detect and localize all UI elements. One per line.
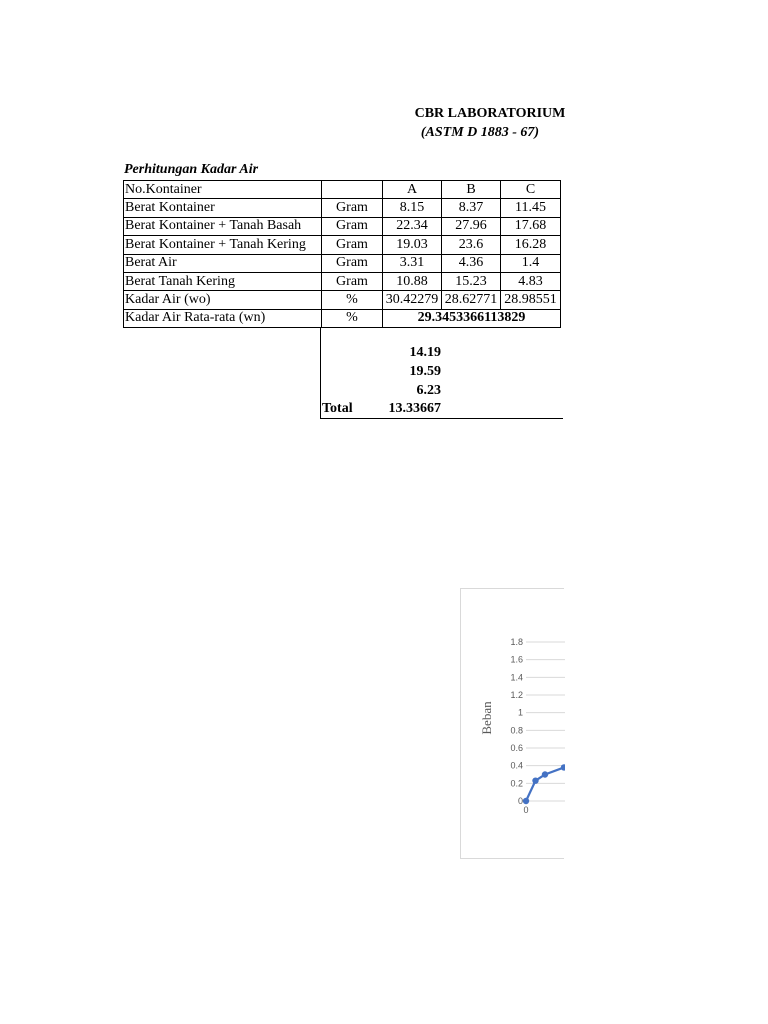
cell-a: 22.34 [383, 217, 442, 235]
total-value: 13.33667 [388, 401, 441, 416]
y-tick-label: 0.2 [510, 778, 523, 789]
row-unit: Gram [322, 236, 383, 254]
cell-c: 4.83 [501, 272, 561, 290]
row-label: Berat Kontainer + Tanah Kering [124, 236, 322, 254]
lower-cell-block [320, 328, 563, 419]
chart-svg [461, 589, 565, 860]
extra-value: 19.59 [409, 364, 441, 379]
cell-b: B [442, 181, 501, 199]
cell-a: 3.31 [383, 254, 442, 272]
data-point [523, 798, 529, 804]
row-label: Berat Air [124, 254, 322, 272]
table-row [124, 181, 561, 199]
y-tick-label: 1.2 [510, 690, 523, 700]
y-tick-label: 1 [517, 707, 523, 718]
row-unit: Gram [322, 254, 383, 272]
cell-c: 17.68 [501, 217, 561, 235]
row-label: No.Kontainer [124, 181, 322, 199]
table-row [124, 217, 561, 235]
y-tick-label: 0.6 [510, 743, 523, 753]
row-label: Kadar Air Rata-rata (wn) [124, 309, 322, 327]
table-row [124, 254, 561, 272]
data-point [542, 771, 548, 777]
table-row [124, 272, 561, 290]
extra-value: 6.23 [416, 383, 441, 398]
row-unit: Gram [322, 199, 383, 217]
cell-c: 11.45 [501, 199, 561, 217]
cell-a: 30.42279 [383, 291, 442, 309]
row-unit: Gram [322, 217, 383, 235]
total-label: Total [322, 401, 353, 416]
cell-c: 16.28 [501, 236, 561, 254]
row-unit [322, 181, 383, 199]
cell-b: 28.62771 [442, 291, 501, 309]
cell-b: 4.36 [442, 254, 501, 272]
row-label: Berat Tanah Kering [124, 272, 322, 290]
average-value: 29.3453366113829 [383, 309, 561, 327]
chart-container [460, 588, 564, 859]
cell-a: 8.15 [383, 199, 442, 217]
cell-a: 10.88 [383, 272, 442, 290]
page-subtitle: (ASTM D 1883 - 67) [420, 125, 540, 140]
y-axis-label: Beban [479, 701, 494, 735]
y-tick-label: 0 [517, 796, 523, 806]
cell-b: 27.96 [442, 217, 501, 235]
row-unit: % [322, 309, 383, 327]
cell-c: 1.4 [501, 254, 561, 272]
data-point [532, 777, 538, 783]
cell-c: 28.98551 [501, 291, 561, 309]
table-row [124, 236, 561, 254]
section-title: Perhitungan Kadar Air [124, 162, 259, 177]
y-tick-label: 0.4 [510, 760, 523, 771]
row-label: Berat Kontainer [124, 199, 322, 217]
cell-b: 15.23 [442, 272, 501, 290]
table-row-average [124, 309, 561, 327]
cell-a: A [383, 181, 442, 199]
row-unit: % [322, 291, 383, 309]
page-title: CBR LABORATORIUM [414, 106, 566, 121]
cell-c: C [501, 181, 561, 199]
table-row [124, 291, 561, 309]
y-tick-label: 1.8 [510, 637, 523, 647]
cell-b: 23.6 [442, 236, 501, 254]
extra-value: 14.19 [409, 345, 441, 360]
row-label: Kadar Air (wo) [124, 291, 322, 309]
row-unit: Gram [322, 272, 383, 290]
row-label: Berat Kontainer + Tanah Basah [124, 217, 322, 235]
y-tick-label: 0.8 [510, 725, 523, 736]
y-tick-label: 1.6 [510, 654, 523, 665]
x-tick-label: 0 [523, 805, 529, 815]
table-row [124, 199, 561, 217]
water-content-table [123, 180, 561, 328]
cell-a: 19.03 [383, 236, 442, 254]
y-tick-label: 1.4 [510, 672, 523, 683]
cell-b: 8.37 [442, 199, 501, 217]
